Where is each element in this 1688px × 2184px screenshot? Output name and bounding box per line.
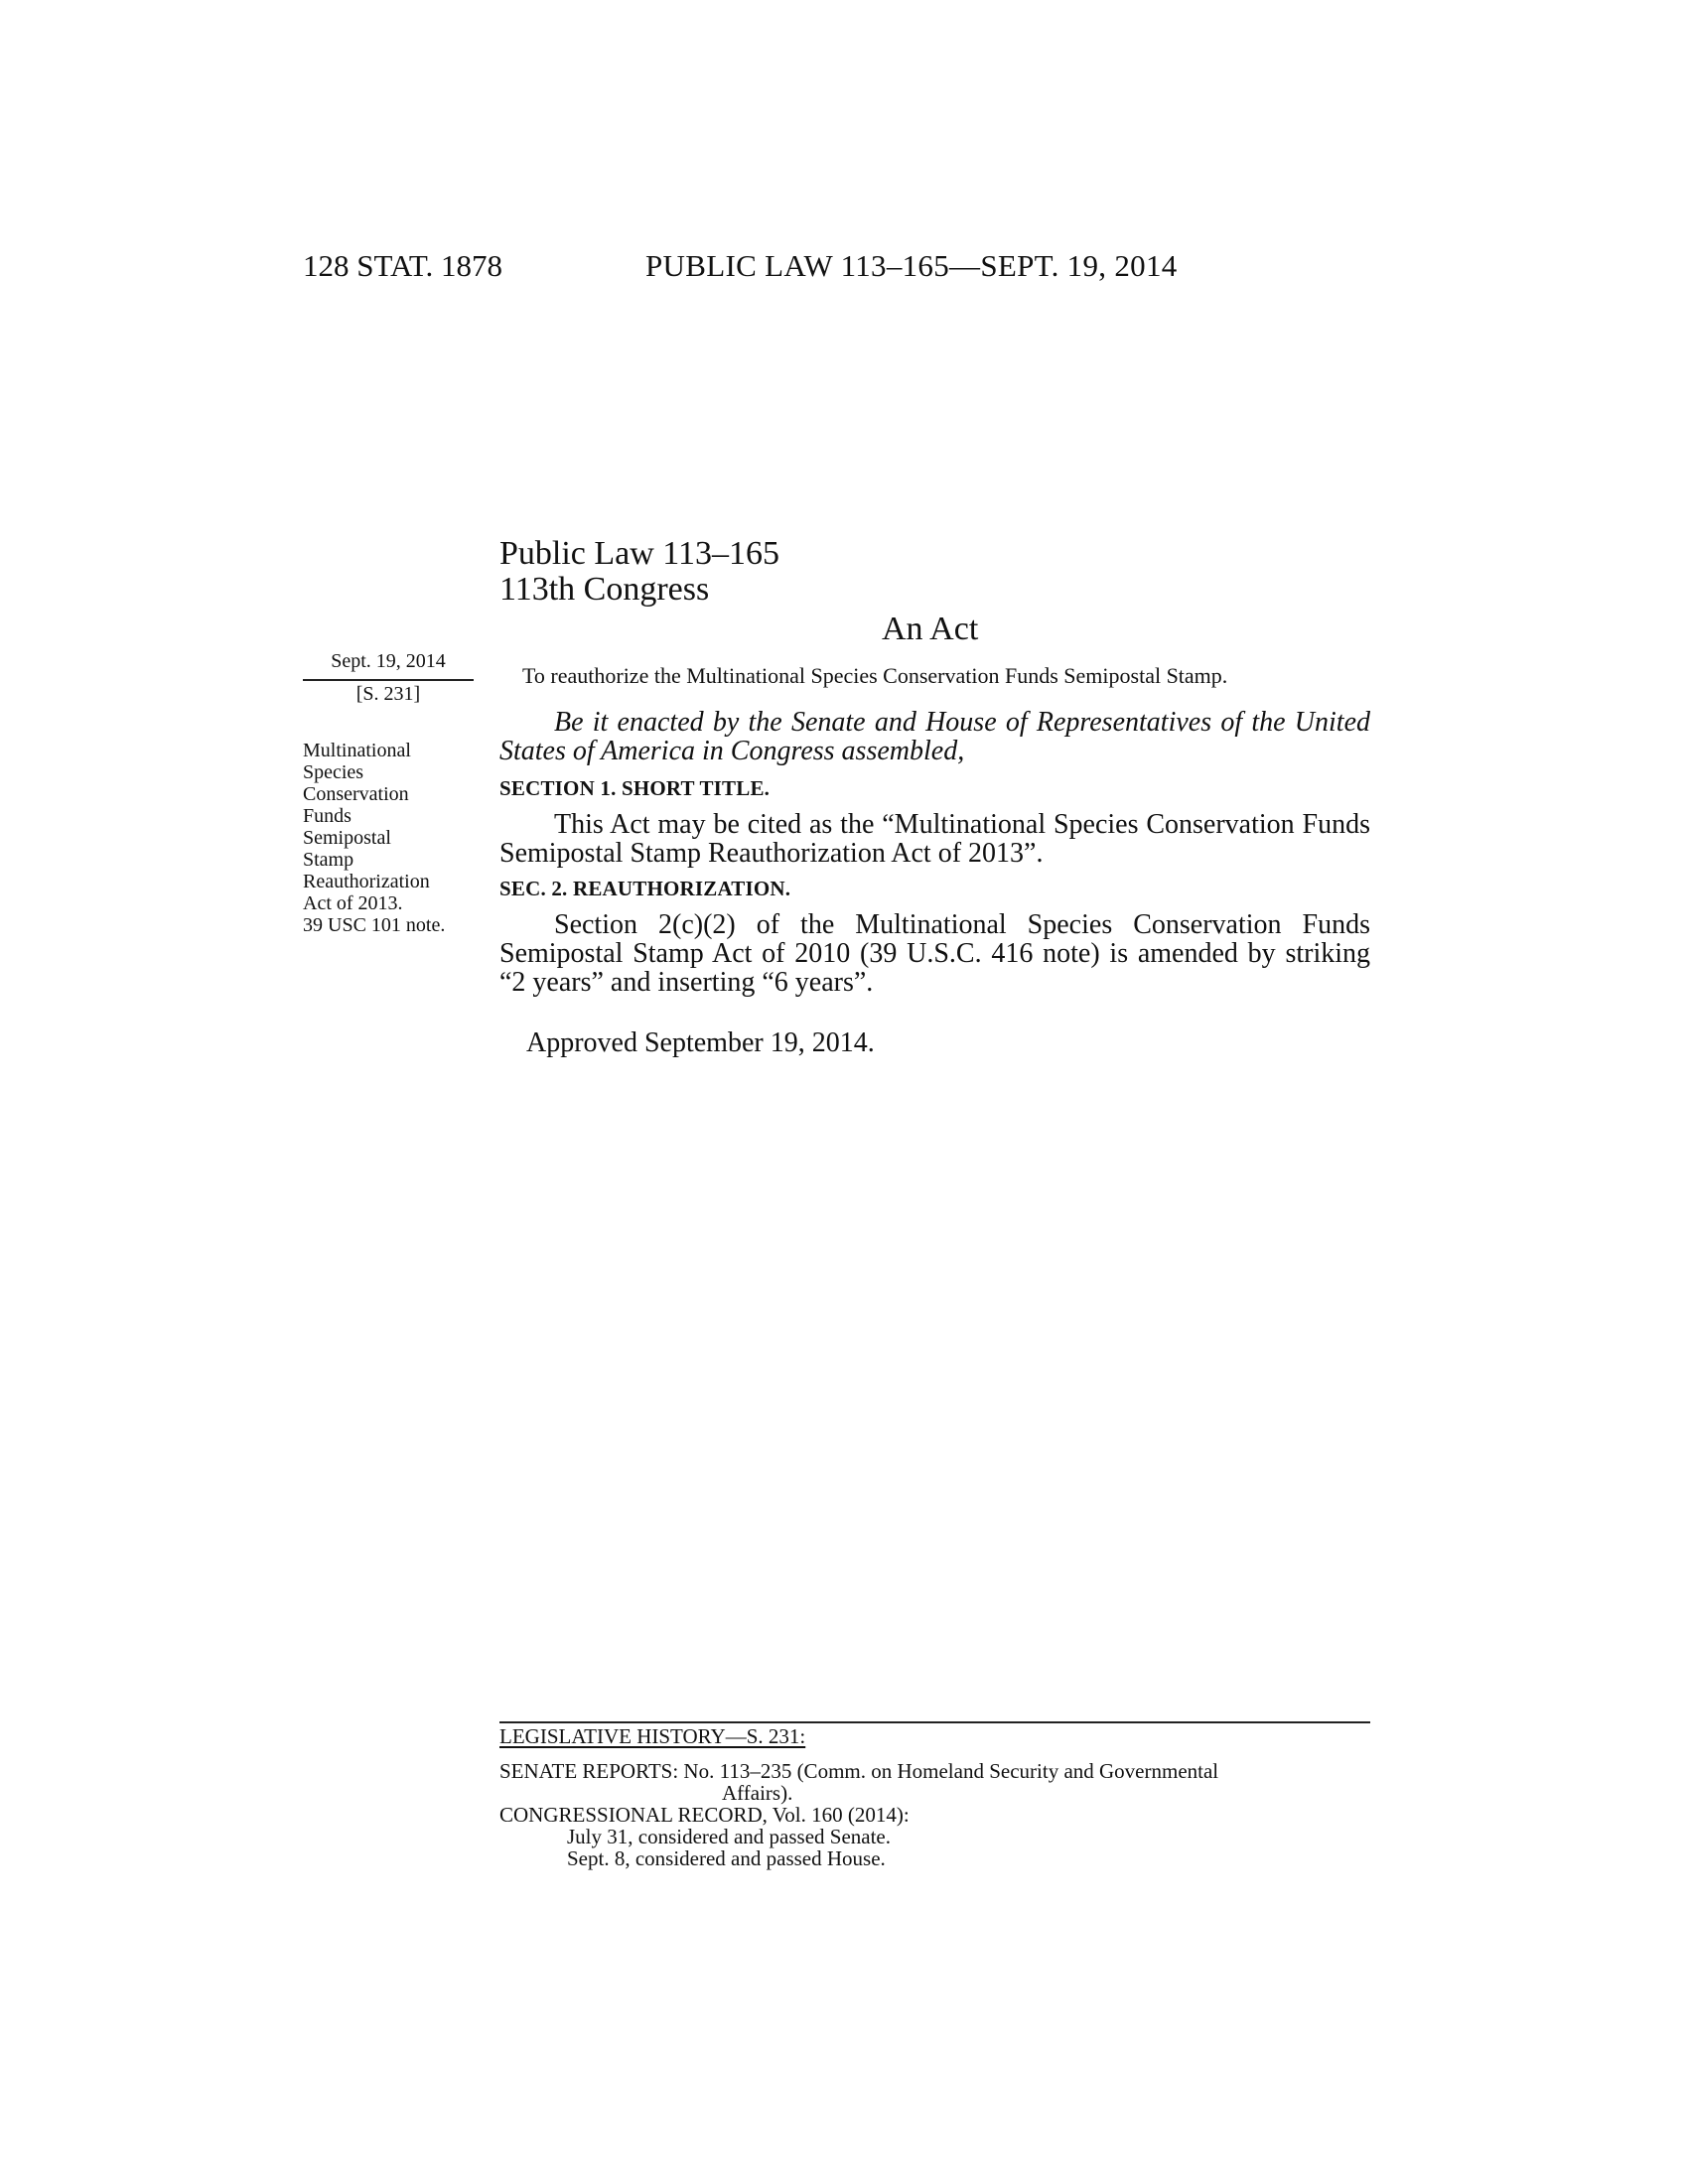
running-title: PUBLIC LAW 113–165—SEPT. 19, 2014 bbox=[645, 248, 1178, 283]
margin-note-line: 39 USC 101 note. bbox=[303, 914, 446, 936]
margin-note-line: Conservation bbox=[303, 783, 409, 805]
margin-note-line: Funds bbox=[303, 805, 352, 827]
margin-note-line: Semipostal bbox=[303, 827, 391, 849]
senate-reports bbox=[499, 1760, 1370, 1804]
record-entry: Sept. 8, considered and passed House. bbox=[567, 1846, 886, 1870]
legislative-history-label: LEGISLATIVE HISTORY—S. 231: bbox=[499, 1724, 806, 1748]
margin-divider bbox=[303, 679, 474, 681]
footer-divider bbox=[499, 1721, 1370, 1723]
senate-reports-text: SENATE REPORTS: No. 113–235 (Comm. on Homeland Security and Governmental bbox=[499, 1759, 1219, 1783]
record-entry: July 31, considered and passed Senate. bbox=[567, 1825, 892, 1848]
congressional-record: CONGRESSIONAL RECORD, Vol. 160 (2014): bbox=[499, 1803, 910, 1827]
enacting-clause: Be it enacted by the Senate and House of Representatives of the United States of America in Congress assembled, bbox=[499, 707, 1370, 766]
margin-note-line: Multinational bbox=[303, 740, 411, 761]
senate-reports-continuation: Affairs). bbox=[722, 1781, 793, 1805]
law-number: Public Law 113–165 bbox=[499, 535, 780, 572]
an-act-heading: An Act bbox=[882, 611, 979, 647]
approval-date: Approved September 19, 2014. bbox=[526, 1027, 875, 1058]
margin-note-line: Species bbox=[303, 761, 364, 783]
margin-note-line: Act of 2013. bbox=[303, 892, 403, 914]
margin-notes bbox=[303, 740, 482, 936]
section-2-text: Section 2(c)(2) of the Multinational Species Conservation Funds Semipostal Stamp Act of 2010 (39 U.S.C. 416 note) is amended by striking “2 years” and inserting “6 years”. bbox=[499, 909, 1370, 998]
margin-bill-number: [S. 231] bbox=[355, 683, 421, 705]
stat-page-number: 128 STAT. 1878 bbox=[303, 248, 503, 283]
section-1-text: This Act may be cited as the “Multinational Species Conservation Funds Semipostal Stamp Reauthorization Act of 2013”. bbox=[499, 809, 1370, 869]
act-purpose: To reauthorize the Multinational Species Conservation Funds Semipostal Stamp. bbox=[522, 663, 1228, 688]
congress: 113th Congress bbox=[499, 571, 710, 608]
section-1-heading: SECTION 1. SHORT TITLE. bbox=[499, 776, 771, 800]
margin-note-line: Stamp bbox=[303, 849, 354, 871]
margin-date: Sept. 19, 2014 bbox=[331, 650, 446, 672]
margin-note-line: Reauthorization bbox=[303, 871, 430, 892]
section-2-heading: SEC. 2. REAUTHORIZATION. bbox=[499, 877, 791, 900]
